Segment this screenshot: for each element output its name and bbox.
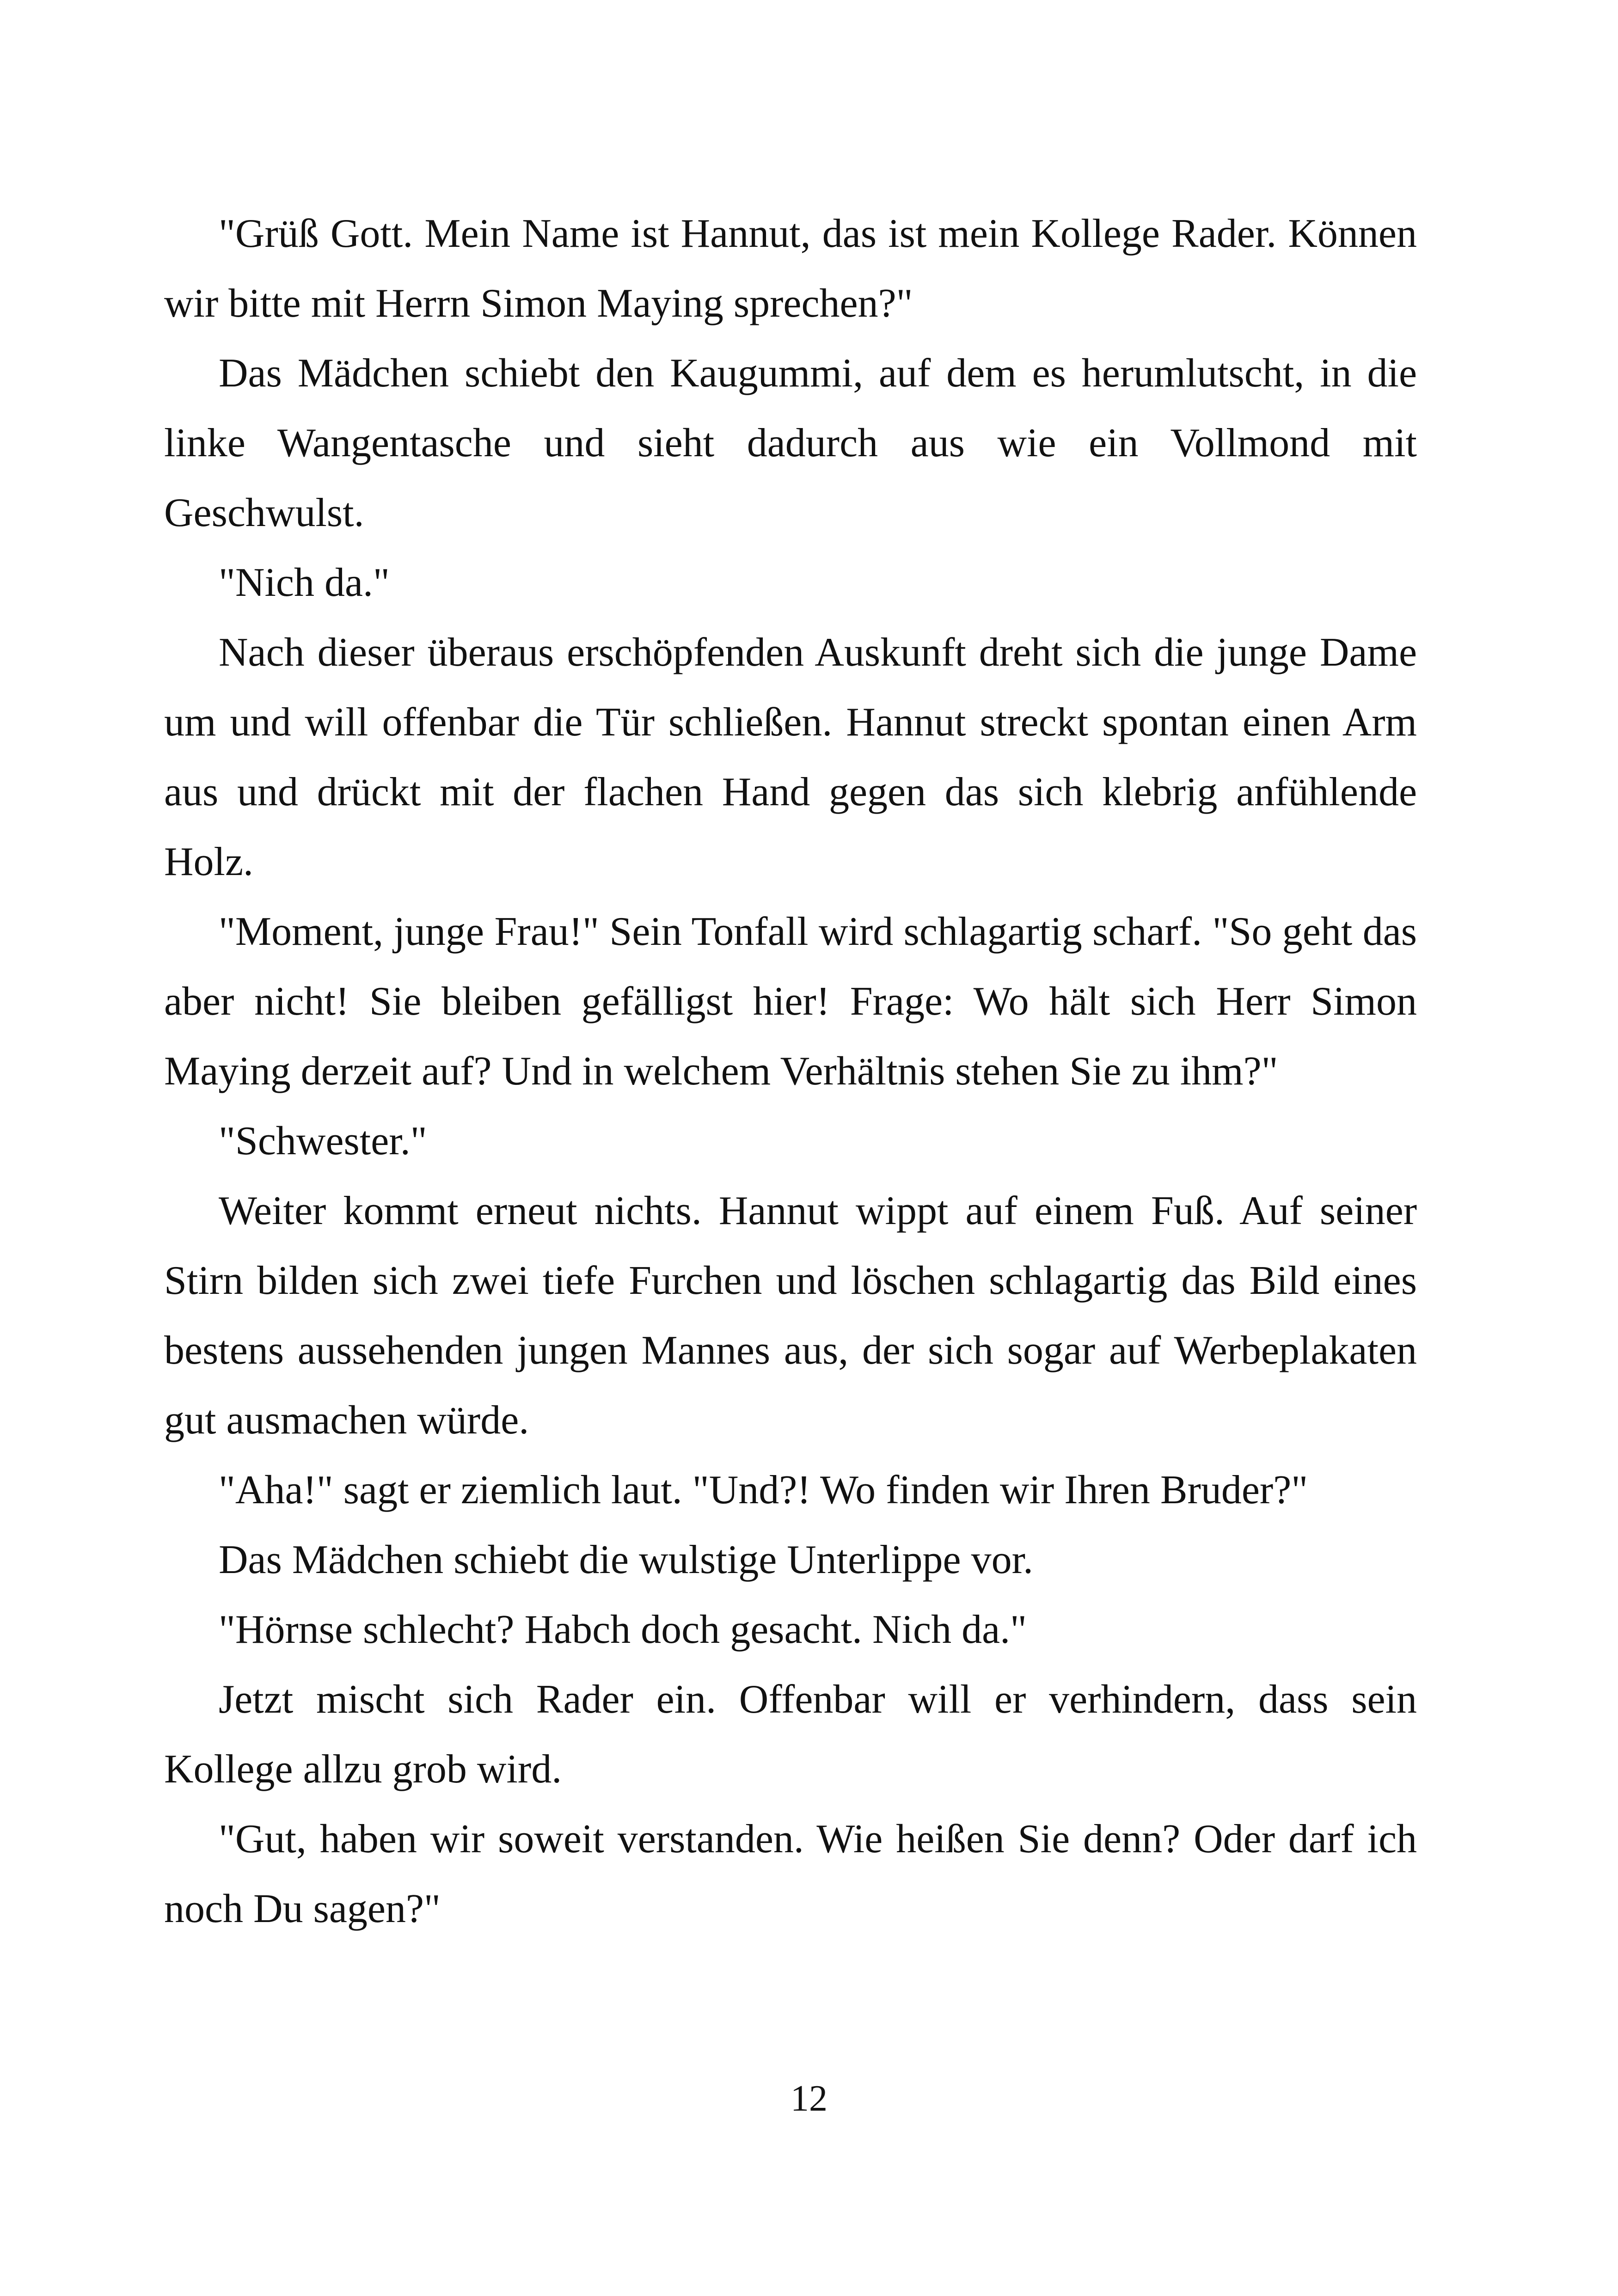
paragraph-11: Jetzt mischt sich Rader ein. Offenbar will er verhindern, dass sein Kollege allzu grob wird. xyxy=(164,1677,1417,1792)
body-text xyxy=(164,199,1417,1944)
paragraph-6: "Schwester." xyxy=(219,1119,427,1163)
paragraph-7: Weiter kommt erneut nichts. Hannut wippt auf einem Fuß. Auf seiner Stirn bilden sich zwei tiefe Furchen und löschen schlagartig das Bild eines bestens aussehenden jungen Mannes aus, der sich sogar auf Werbeplakaten gut ausmachen würde. xyxy=(164,1188,1417,1443)
paragraph-3: "Nich da." xyxy=(219,560,390,605)
paragraph-5: "Moment, junge Frau!" Sein Tonfall wird schlagartig scharf. "So geht das aber nicht! Sie bleiben gefälligst hier! Frage: Wo hält sich Herr Simon Maying derzeit auf? Und in welchem Verhältnis stehen Sie zu ihm?" xyxy=(164,909,1417,1094)
paragraph-1: "Grüß Gott. Mein Name ist Hannut, das ist mein Kollege Rader. Können wir bitte mit Herrn Simon Maying sprechen?" xyxy=(164,211,1417,326)
paragraph-9: Das Mädchen schiebt die wulstige Unterlippe vor. xyxy=(219,1537,1034,1582)
paragraph-2: Das Mädchen schiebt den Kaugummi, auf dem es herumlutscht, in die linke Wangentasche und sieht dadurch aus wie ein Vollmond mit Geschwulst. xyxy=(164,351,1417,535)
paragraph-10: "Hörnse schlecht? Habch doch gesacht. Nich da." xyxy=(219,1607,1027,1652)
page-number: 12 xyxy=(791,2078,827,2119)
paragraph-8: "Aha!" sagt er ziemlich laut. "Und?! Wo finden wir Ihren Bruder?" xyxy=(219,1468,1308,1512)
paragraph-4: Nach dieser überaus erschöpfenden Auskunft dreht sich die junge Dame um und will offenbar die Tür schließen. Hannut streckt spontan einen Arm aus und drückt mit der flachen Hand gegen das sich klebrig anfühlende Holz. xyxy=(164,630,1417,884)
paragraph-12: "Gut, haben wir soweit verstanden. Wie heißen Sie denn? Oder darf ich noch Du sagen?" xyxy=(164,1817,1417,1931)
